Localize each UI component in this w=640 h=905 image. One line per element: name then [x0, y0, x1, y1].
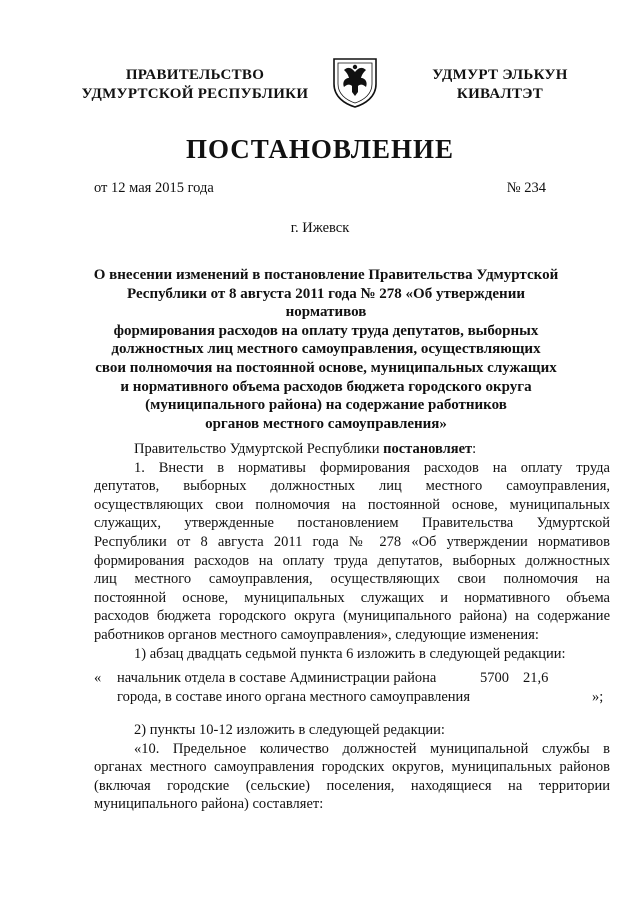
item1-line: 1. Внести в нормативы формирования расходов на оплату труда: [134, 459, 610, 476]
item1-line: лиц местного самоуправления, осуществляющих свои полномочия на: [94, 571, 610, 588]
body-text: [94, 440, 610, 663]
item1-line: Республики от 8 августа 2011 года № 278 «Об утверждении нормативов: [94, 533, 610, 550]
item1-line: работников органов местного самоуправления», следующие изменения:: [94, 626, 539, 643]
preamble-colon: :: [472, 441, 477, 457]
issuer-left: [70, 66, 320, 104]
item1-line: служащих, утвержденные постановлением Правительства Удмуртской: [94, 515, 610, 532]
position-line: начальник отдела в составе Администрации района: [117, 670, 437, 686]
document-number: № 234: [506, 180, 546, 196]
item1-line: формирования расходов на оплату труда депутатов, выборных должностных: [94, 552, 610, 569]
issuer-right-line2: КИВАЛТЭТ: [456, 86, 544, 102]
body-text-continued: [94, 721, 610, 814]
subitem-1: 1) абзац двадцать седьмой пункта 6 изложить в следующей редакции:: [134, 645, 566, 662]
item1-line: депутатов, выборных должностных лиц местного самоуправления,: [94, 478, 610, 495]
issuer-left-line1: ПРАВИТЕЛЬСТВО: [125, 67, 265, 83]
subject-line: (муниципального района) на содержание работников: [145, 397, 507, 414]
issuer-right-line1: УДМУРТ ЭЛЬКУН: [432, 67, 568, 83]
subject-line: и нормативного объема расходов бюджета городского округа: [120, 378, 532, 395]
value-cell-1: 5700: [480, 670, 509, 686]
document-subject: [86, 266, 566, 433]
emblem-icon: [330, 56, 380, 108]
item10-line: (включая городские (сельские) поселения, находящиеся на территории: [94, 777, 610, 794]
value-cell-2: 21,6: [523, 670, 549, 686]
item1-line: расходов бюджета городского округа (муниципального района) на содержание: [94, 608, 610, 625]
document-city: г. Ижевск: [290, 220, 350, 236]
quote-open: «: [94, 670, 102, 686]
preamble-text: Правительство Удмуртской Республики: [134, 441, 384, 457]
subject-line: Республики от 8 августа 2011 года № 278 «Об утверждении нормативов: [127, 285, 525, 321]
subitem-2: 2) пункты 10-12 изложить в следующей редакции:: [134, 722, 445, 738]
position-line: города, в составе иного органа местного самоуправления: [117, 688, 470, 705]
subject-line: должностных лиц местного самоуправления, осуществляющих: [111, 341, 541, 358]
position-cell: [117, 669, 477, 706]
preamble-verb: постановляет: [383, 441, 473, 457]
document-date: от 12 мая 2015 года: [94, 180, 214, 196]
item10-line: органах местного самоуправления городских округов, муниципальных районов: [94, 759, 610, 776]
preamble: [94, 440, 610, 459]
quote-close: »;: [592, 689, 604, 705]
item10-line: «10. Предельное количество должностей муниципальной службы в: [134, 740, 610, 757]
subject-line: формирования расходов на оплату труда депутатов, выборных: [113, 322, 539, 339]
subject-line: свои полномочия на постоянной основе, муниципальных служащих: [95, 359, 557, 376]
document-title: ПОСТАНОВЛЕНИЕ: [185, 134, 455, 164]
issuer-right: [400, 66, 600, 104]
item1-line: постоянной основе, муниципальных служащих и нормативного объема: [94, 589, 610, 606]
subject-line: органов местного самоуправления»: [205, 415, 447, 432]
issuer-left-line2: УДМУРТСКОЙ РЕСПУБЛИКИ: [81, 86, 309, 102]
item1-line: осуществляющих свои полномочия на постоянной основе, муниципальных: [94, 496, 610, 513]
subject-line: О внесении изменений в постановление Правительства Удмуртской: [93, 267, 559, 283]
item10-line: муниципального района) составляет:: [94, 796, 324, 813]
